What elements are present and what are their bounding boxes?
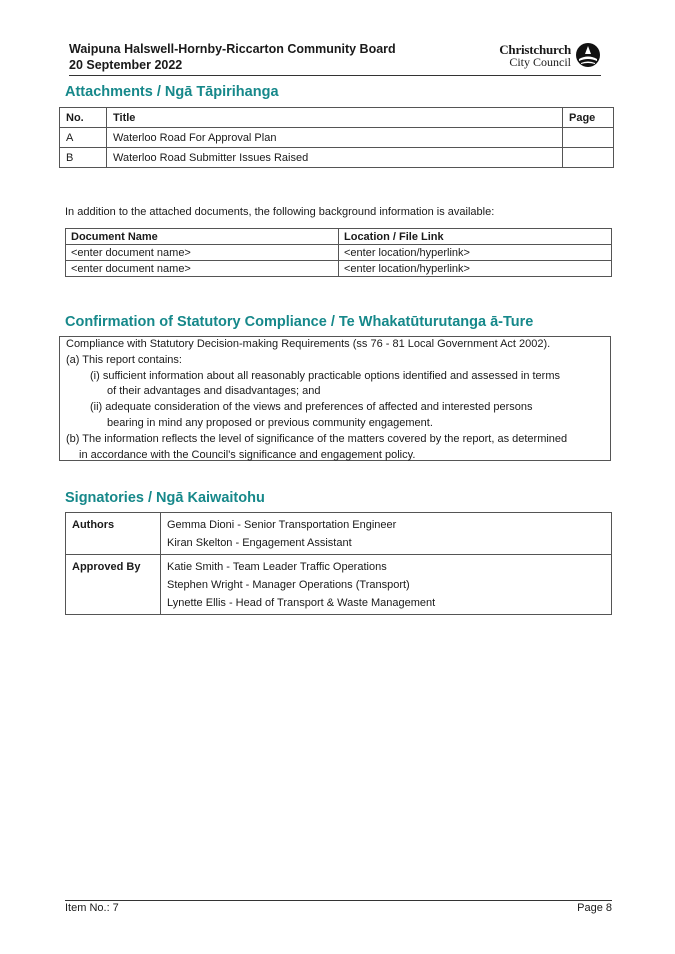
column-header-no: No. xyxy=(60,108,107,128)
document-location: <enter location/hyperlink> xyxy=(339,245,612,261)
page-footer xyxy=(65,900,612,914)
signatory-names xyxy=(161,555,612,615)
signatory-person: Gemma Dioni - Senior Transportation Engineer xyxy=(167,519,397,531)
signatory-role: Approved By xyxy=(66,555,161,615)
council-logo xyxy=(491,41,601,69)
document-location: <enter location/hyperlink> xyxy=(339,261,612,277)
cathedral-logo-icon xyxy=(575,42,601,68)
attachments-table xyxy=(59,107,614,168)
table-row xyxy=(66,245,612,261)
meeting-date: 20 September 2022 xyxy=(69,58,183,72)
background-intro: In addition to the attached documents, the following background information is available: xyxy=(65,206,495,218)
item-number: Item No.: 7 xyxy=(65,902,119,914)
table-row xyxy=(60,148,614,168)
compliance-line: Compliance with Statutory Decision-making Requirements (ss 76 - 81 Local Government Act 2002). xyxy=(66,338,551,350)
background-documents-table xyxy=(65,228,612,277)
compliance-line: (a) This report contains: xyxy=(66,353,182,366)
board-name: Waipuna Halswell-Hornby-Riccarton Community Board xyxy=(69,42,396,56)
logo-line-2: City Council xyxy=(509,55,571,69)
compliance-line: of their advantages and disadvantages; and xyxy=(107,385,321,398)
logo-line-1: Christchurch xyxy=(499,42,571,57)
attachment-title: Waterloo Road Submitter Issues Raised xyxy=(107,148,563,168)
table-row xyxy=(66,513,612,555)
attachment-page xyxy=(563,128,614,148)
compliance-box xyxy=(59,336,611,461)
attachment-page xyxy=(563,148,614,168)
table-header-row xyxy=(60,108,614,128)
signatories-table xyxy=(65,512,612,615)
signatory-person: Kiran Skelton - Engagement Assistant xyxy=(167,537,352,549)
compliance-line: bearing in mind any proposed or previous community engagement. xyxy=(107,416,433,429)
compliance-line: (i) sufficient information about all reasonably practicable options identified and assessed in terms xyxy=(90,369,560,382)
signatory-person: Stephen Wright - Manager Operations (Transport) xyxy=(167,579,410,591)
compliance-line: (b) The information reflects the level of significance of the matters covered by the report, as determined xyxy=(66,432,568,445)
signatory-person: Katie Smith - Team Leader Traffic Operations xyxy=(167,561,387,573)
attachment-no: B xyxy=(60,148,107,168)
column-header-location: Location / File Link xyxy=(339,229,612,245)
compliance-heading: Confirmation of Statutory Compliance / Te Whakatūturutanga ā-Ture xyxy=(65,314,534,330)
page-header xyxy=(69,41,601,76)
column-header-title: Title xyxy=(107,108,563,128)
page-number: Page 8 xyxy=(577,902,612,914)
document-name: <enter document name> xyxy=(66,261,339,277)
attachment-no: A xyxy=(60,128,107,148)
table-row xyxy=(66,261,612,277)
compliance-line: (ii) adequate consideration of the views and preferences of affected and interested persons xyxy=(90,401,533,414)
table-header-row xyxy=(66,229,612,245)
column-header-document-name: Document Name xyxy=(66,229,339,245)
table-row xyxy=(60,128,614,148)
compliance-line: in accordance with the Council's significance and engagement policy. xyxy=(79,448,416,461)
table-row xyxy=(66,555,612,615)
signatory-role: Authors xyxy=(66,513,161,555)
attachments-heading: Attachments / Ngā Tāpirihanga xyxy=(65,84,279,100)
document-name: <enter document name> xyxy=(66,245,339,261)
column-header-page: Page xyxy=(563,108,614,128)
signatory-names xyxy=(161,513,612,555)
signatories-heading: Signatories / Ngā Kaiwaitohu xyxy=(65,490,265,506)
attachment-title: Waterloo Road For Approval Plan xyxy=(107,128,563,148)
signatory-person: Lynette Ellis - Head of Transport & Waste Management xyxy=(167,597,436,609)
